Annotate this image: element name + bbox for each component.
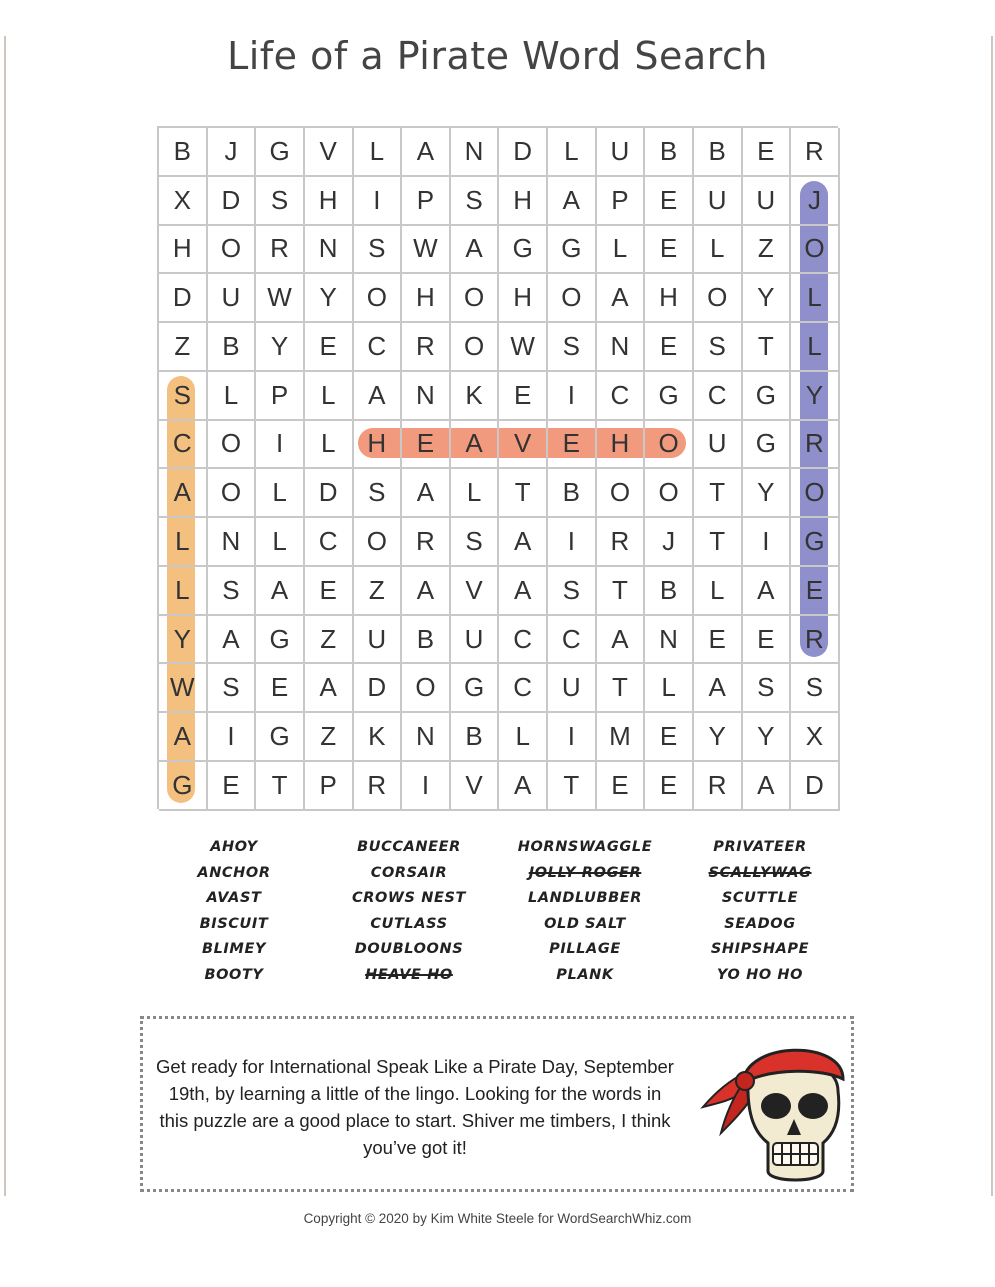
grid-cell[interactable]: A <box>743 567 792 616</box>
grid-cell[interactable]: B <box>402 616 451 665</box>
grid-cell[interactable]: B <box>548 469 597 518</box>
word-list-item: HORNSWAGGLE <box>517 839 653 855</box>
grid-cell[interactable]: G <box>451 664 500 713</box>
grid-cell[interactable]: G <box>743 421 792 470</box>
copyright-text: Copyright © 2020 by Kim White Steele for WordSearchWhiz.com <box>303 1211 692 1226</box>
grid-cell[interactable]: R <box>402 518 451 567</box>
grid-cell[interactable]: G <box>743 372 792 421</box>
grid-cell[interactable]: W <box>499 323 548 372</box>
grid-cell[interactable]: Y <box>743 469 792 518</box>
grid-cell[interactable]: T <box>548 762 597 811</box>
page-title: Life of a Pirate Word Search <box>227 34 768 78</box>
grid-cell[interactable]: I <box>548 713 597 762</box>
grid-cell[interactable]: Y <box>743 274 792 323</box>
grid-cell[interactable]: X <box>159 177 208 226</box>
grid-cell[interactable]: B <box>451 713 500 762</box>
grid-cell[interactable]: Z <box>743 226 792 275</box>
grid-cell[interactable]: G <box>256 616 305 665</box>
grid-cell[interactable]: J <box>791 177 840 226</box>
grid-cell[interactable]: L <box>305 421 354 470</box>
grid-cell[interactable]: A <box>499 567 548 616</box>
word-list-item: SCUTTLE <box>721 890 799 907</box>
grid-cell[interactable]: O <box>645 421 694 470</box>
grid-cell[interactable]: L <box>256 469 305 518</box>
grid-cell[interactable]: O <box>791 226 840 275</box>
word-list-column-1 <box>149 835 319 989</box>
grid-cell[interactable]: C <box>597 372 646 421</box>
grid-cell[interactable]: N <box>451 128 500 177</box>
grid-cell[interactable]: D <box>354 664 403 713</box>
grid-cell[interactable]: L <box>548 128 597 177</box>
grid-cell[interactable]: E <box>645 713 694 762</box>
grid-cell[interactable]: D <box>499 128 548 177</box>
grid-cell[interactable]: E <box>743 616 792 665</box>
grid-cell[interactable]: I <box>208 713 257 762</box>
grid-cell[interactable]: U <box>597 128 646 177</box>
word-list-item: DOUBLOONS <box>354 941 464 958</box>
grid-cell[interactable]: R <box>694 762 743 811</box>
grid-cell[interactable]: Y <box>791 372 840 421</box>
grid-cell[interactable]: A <box>548 177 597 226</box>
grid-cell[interactable]: U <box>743 177 792 226</box>
grid-cell[interactable]: K <box>451 372 500 421</box>
pirate-skull-icon <box>673 1021 853 1191</box>
word-list-item: YO HO HO <box>716 966 804 983</box>
grid-cell[interactable]: P <box>256 372 305 421</box>
grid-cell[interactable]: N <box>597 323 646 372</box>
grid-cell[interactable]: L <box>597 226 646 275</box>
grid-cell[interactable]: Z <box>354 567 403 616</box>
grid-cell[interactable]: A <box>743 762 792 811</box>
word-list-item: AVAST <box>206 890 262 907</box>
grid-cell[interactable]: R <box>256 226 305 275</box>
grid-cell[interactable]: U <box>548 664 597 713</box>
grid-cell[interactable]: E <box>645 323 694 372</box>
grid-cell[interactable]: A <box>499 762 548 811</box>
grid-cell[interactable]: E <box>645 177 694 226</box>
word-list-item: BLIMEY <box>201 941 267 958</box>
grid-cell[interactable]: A <box>402 469 451 518</box>
grid-cell[interactable]: C <box>159 421 208 470</box>
grid-cell[interactable]: I <box>743 518 792 567</box>
grid-cell[interactable]: L <box>256 518 305 567</box>
grid-cell[interactable]: L <box>645 664 694 713</box>
grid-cell[interactable]: Y <box>743 713 792 762</box>
grid-cell[interactable]: O <box>402 664 451 713</box>
grid-cell[interactable]: S <box>354 469 403 518</box>
grid-cell[interactable]: O <box>354 274 403 323</box>
grid-cell[interactable]: A <box>354 372 403 421</box>
grid-cell[interactable]: C <box>354 323 403 372</box>
grid-cell[interactable]: S <box>548 323 597 372</box>
grid-cell[interactable]: S <box>791 664 840 713</box>
word-list-item: PLANK <box>556 966 614 983</box>
grid-cell[interactable]: E <box>305 567 354 616</box>
grid-cell[interactable]: Z <box>305 713 354 762</box>
grid-cell[interactable]: E <box>645 762 694 811</box>
grid-cell[interactable]: E <box>499 372 548 421</box>
grid-cell[interactable]: S <box>694 323 743 372</box>
grid-cell[interactable]: A <box>402 567 451 616</box>
grid-cell[interactable]: N <box>305 226 354 275</box>
grid-cell[interactable]: D <box>159 274 208 323</box>
grid-cell[interactable]: O <box>548 274 597 323</box>
grid-cell[interactable]: H <box>597 421 646 470</box>
grid-cell[interactable]: D <box>208 177 257 226</box>
grid-cell[interactable]: T <box>499 469 548 518</box>
grid-cell[interactable]: N <box>208 518 257 567</box>
grid-cell[interactable]: H <box>499 177 548 226</box>
grid-cell[interactable]: S <box>451 518 500 567</box>
grid-cell[interactable]: A <box>159 713 208 762</box>
grid-cell[interactable]: S <box>743 664 792 713</box>
grid-cell[interactable]: O <box>208 469 257 518</box>
grid-cell[interactable]: O <box>451 274 500 323</box>
word-list-item: AHOY <box>210 839 258 855</box>
grid-cell[interactable]: R <box>354 762 403 811</box>
grid-cell[interactable]: P <box>402 177 451 226</box>
grid-cell[interactable]: L <box>159 567 208 616</box>
info-text: Get ready for International Speak Like a Pirate Day, September 19th, by learning a little of the lingo. Looking for the words in this puzzle are a good place to start. Shiver me timbers, I think you’ve got it! <box>156 1056 674 1158</box>
grid-cell[interactable]: E <box>743 128 792 177</box>
grid-cell[interactable]: J <box>645 518 694 567</box>
word-list-item: CUTLASS <box>370 915 448 932</box>
grid-cell[interactable]: O <box>597 469 646 518</box>
grid-cell[interactable]: G <box>548 226 597 275</box>
grid-cell[interactable]: O <box>451 323 500 372</box>
grid-cell[interactable]: A <box>305 664 354 713</box>
grid-cell[interactable]: R <box>791 128 840 177</box>
grid-cell[interactable]: H <box>402 274 451 323</box>
grid-cell[interactable]: W <box>402 226 451 275</box>
grid-cell[interactable]: C <box>499 616 548 665</box>
word-list-item: HEAVE HO <box>365 966 453 983</box>
grid-cell[interactable]: R <box>791 616 840 665</box>
grid-cell[interactable]: Y <box>256 323 305 372</box>
grid-cell[interactable]: P <box>305 762 354 811</box>
grid-cell[interactable]: E <box>256 664 305 713</box>
grid-cell[interactable]: H <box>354 421 403 470</box>
grid-cell[interactable]: A <box>694 664 743 713</box>
word-list-item: JOLLY ROGER <box>528 864 642 881</box>
grid-cell[interactable]: H <box>499 274 548 323</box>
grid-cell[interactable]: A <box>159 469 208 518</box>
grid-cell[interactable]: S <box>256 177 305 226</box>
grid-cell[interactable]: S <box>208 567 257 616</box>
grid-cell[interactable]: U <box>694 177 743 226</box>
grid-cell[interactable]: R <box>791 421 840 470</box>
puzzle-grid-area <box>157 126 838 809</box>
grid-cell[interactable]: C <box>694 372 743 421</box>
grid-cell[interactable]: E <box>548 421 597 470</box>
grid-cell[interactable]: A <box>451 226 500 275</box>
grid-cell[interactable]: C <box>305 518 354 567</box>
grid-cell[interactable]: B <box>645 567 694 616</box>
grid-cell[interactable]: D <box>791 762 840 811</box>
grid-cell[interactable]: O <box>354 518 403 567</box>
grid-cell[interactable]: N <box>402 372 451 421</box>
word-list-item: SHIPSHAPE <box>710 941 810 958</box>
grid-cell[interactable]: L <box>451 469 500 518</box>
grid-cell[interactable]: A <box>597 616 646 665</box>
grid-cell[interactable]: S <box>354 226 403 275</box>
grid-cell[interactable]: S <box>208 664 257 713</box>
word-list-item: ANCHOR <box>197 864 271 881</box>
word-list-column-3 <box>500 835 670 989</box>
grid-cell[interactable]: E <box>305 323 354 372</box>
word-list-item: PILLAGE <box>549 941 621 958</box>
grid-cell[interactable]: A <box>402 128 451 177</box>
grid-cell[interactable]: Y <box>305 274 354 323</box>
grid-cell[interactable]: I <box>256 421 305 470</box>
grid-cell[interactable]: L <box>694 226 743 275</box>
grid-cell[interactable]: Y <box>159 616 208 665</box>
grid-cell[interactable]: R <box>597 518 646 567</box>
grid-cell[interactable]: E <box>597 762 646 811</box>
grid-cell[interactable]: L <box>694 567 743 616</box>
grid-cell[interactable]: H <box>305 177 354 226</box>
grid-cell[interactable]: N <box>645 616 694 665</box>
grid-cell[interactable]: O <box>694 274 743 323</box>
word-list-item: BUCCANEER <box>357 839 461 855</box>
grid-cell[interactable]: G <box>256 128 305 177</box>
grid-cell[interactable]: I <box>548 372 597 421</box>
grid-cell[interactable]: L <box>791 323 840 372</box>
grid-cell[interactable]: T <box>694 469 743 518</box>
grid-cell[interactable]: G <box>499 226 548 275</box>
grid-cell[interactable]: E <box>791 567 840 616</box>
grid-cell[interactable]: E <box>694 616 743 665</box>
grid-cell[interactable]: W <box>159 664 208 713</box>
grid-cell[interactable]: A <box>451 421 500 470</box>
grid-cell[interactable]: G <box>159 762 208 811</box>
grid-cell[interactable]: V <box>451 567 500 616</box>
grid-cell[interactable]: T <box>597 567 646 616</box>
grid-cell[interactable]: L <box>791 274 840 323</box>
grid-cell[interactable]: E <box>402 421 451 470</box>
grid-cell[interactable]: I <box>354 177 403 226</box>
grid-cell[interactable]: K <box>354 713 403 762</box>
word-list-item: CROWS NEST <box>352 890 466 907</box>
grid-cell[interactable]: S <box>548 567 597 616</box>
grid-cell[interactable]: G <box>791 518 840 567</box>
page-edge-left <box>4 36 6 1196</box>
word-list-item: PRIVATEER <box>713 839 807 855</box>
grid-cell[interactable]: Y <box>694 713 743 762</box>
grid-cell[interactable]: T <box>256 762 305 811</box>
grid-cell[interactable]: V <box>499 421 548 470</box>
grid-cell[interactable]: I <box>402 762 451 811</box>
grid-cell[interactable]: B <box>159 128 208 177</box>
grid-cell[interactable]: N <box>402 713 451 762</box>
grid-cell[interactable]: A <box>597 274 646 323</box>
grid-cell[interactable]: C <box>499 664 548 713</box>
grid-cell[interactable]: L <box>354 128 403 177</box>
word-list-item: LANDLUBBER <box>527 890 643 907</box>
word-list-item: SEADOG <box>724 915 796 932</box>
grid-cell[interactable]: P <box>597 177 646 226</box>
grid-cell[interactable]: E <box>645 226 694 275</box>
grid-cell[interactable]: M <box>597 713 646 762</box>
grid-cell[interactable]: J <box>208 128 257 177</box>
grid-cell[interactable]: O <box>645 469 694 518</box>
grid-cell[interactable]: S <box>159 372 208 421</box>
grid-cell[interactable]: A <box>256 567 305 616</box>
grid-cell[interactable]: B <box>208 323 257 372</box>
grid-cell[interactable]: L <box>305 372 354 421</box>
grid-cell[interactable]: H <box>159 226 208 275</box>
grid-cell[interactable]: S <box>451 177 500 226</box>
info-box <box>140 1016 854 1192</box>
grid-cell[interactable]: T <box>743 323 792 372</box>
word-list-item: OLD SALT <box>544 915 626 932</box>
grid-cell[interactable]: G <box>256 713 305 762</box>
grid-cell[interactable]: R <box>402 323 451 372</box>
grid-cell[interactable]: X <box>791 713 840 762</box>
grid-cell[interactable]: I <box>548 518 597 567</box>
page-edge-right <box>991 36 993 1196</box>
grid-cell[interactable]: W <box>256 274 305 323</box>
word-list-item: SCALLYWAG <box>708 864 812 881</box>
grid-cell[interactable]: D <box>305 469 354 518</box>
grid-cell[interactable]: C <box>548 616 597 665</box>
word-list-item: CORSAIR <box>370 864 448 881</box>
grid-cell[interactable]: T <box>694 518 743 567</box>
grid-cell[interactable]: L <box>159 518 208 567</box>
grid-cell[interactable]: U <box>208 274 257 323</box>
grid-cell[interactable]: Z <box>305 616 354 665</box>
grid-cell[interactable]: U <box>451 616 500 665</box>
word-list-column-2 <box>324 835 494 989</box>
grid-cell[interactable]: H <box>645 274 694 323</box>
grid-cell[interactable]: B <box>645 128 694 177</box>
grid-cell[interactable]: V <box>305 128 354 177</box>
grid-cell[interactable]: A <box>208 616 257 665</box>
grid-cell[interactable]: B <box>694 128 743 177</box>
grid-cell[interactable]: O <box>208 421 257 470</box>
grid-cell[interactable]: U <box>694 421 743 470</box>
grid-cell[interactable]: O <box>208 226 257 275</box>
grid-cell[interactable]: G <box>645 372 694 421</box>
grid-cell[interactable]: Z <box>159 323 208 372</box>
grid-cell[interactable]: E <box>208 762 257 811</box>
grid-cell[interactable]: L <box>208 372 257 421</box>
word-list-item: BOOTY <box>204 966 264 983</box>
grid-cell[interactable]: V <box>451 762 500 811</box>
word-list-column-4 <box>675 835 845 989</box>
letter-grid <box>157 126 838 809</box>
grid-cell[interactable]: L <box>499 713 548 762</box>
grid-cell[interactable]: O <box>791 469 840 518</box>
grid-cell[interactable]: A <box>499 518 548 567</box>
word-list-item: BISCUIT <box>199 915 269 932</box>
grid-cell[interactable]: T <box>597 664 646 713</box>
grid-cell[interactable]: U <box>354 616 403 665</box>
